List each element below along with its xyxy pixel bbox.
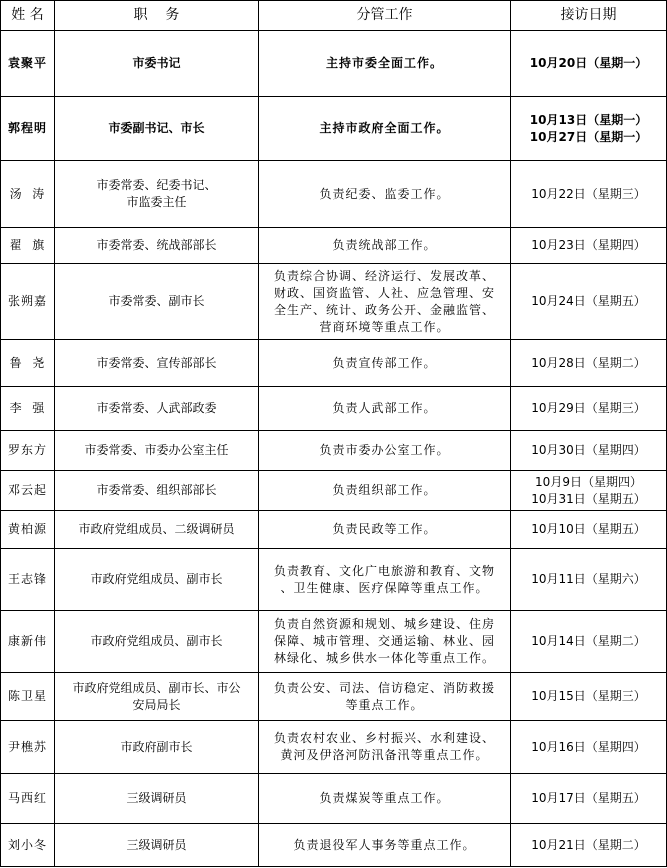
reception-date-cell-line: 10月17日（星期五） xyxy=(531,791,646,805)
duty-cell-line: 主持市委全面工作。 xyxy=(325,56,443,70)
table-row xyxy=(1,431,667,471)
position-cell xyxy=(55,511,259,549)
reception-date-cell-line: 10月15日（星期三） xyxy=(531,689,646,703)
table-row xyxy=(1,824,667,867)
person-name: 尹樵苏 xyxy=(1,721,55,774)
duty-cell-line: 负责民政等工作。 xyxy=(332,522,437,536)
person-name: 汤 涛 xyxy=(1,161,55,228)
header-position: 职 务 xyxy=(55,1,259,31)
reception-date-cell-line: 10月31日（星期五） xyxy=(531,491,646,506)
header-row xyxy=(1,1,667,31)
position-cell-line: 市监委主任 xyxy=(126,195,187,209)
reception-date-cell xyxy=(511,721,667,774)
table-row xyxy=(1,549,667,611)
position-cell-line: 市政府党组成员、副市长 xyxy=(90,634,223,648)
person-name: 张朔嘉 xyxy=(1,264,55,340)
reception-date-cell-line: 10月10日（星期五） xyxy=(531,522,646,536)
duty-cell-line: 、卫生健康、医疗保障等重点工作。 xyxy=(280,580,489,595)
duty-cell xyxy=(259,673,511,721)
table-row xyxy=(1,340,667,387)
reception-date-cell-line: 10月21日（星期二） xyxy=(531,837,646,852)
position-cell xyxy=(55,721,259,774)
reception-date-cell xyxy=(511,471,667,511)
table-row xyxy=(1,264,667,340)
table-row xyxy=(1,511,667,549)
duty-cell-line: 营商环境等重点工作。 xyxy=(319,319,450,334)
reception-date-cell xyxy=(511,673,667,721)
person-name: 鲁 尧 xyxy=(1,340,55,387)
position-cell xyxy=(55,673,259,721)
reception-date-cell-line: 10月27日（星期一） xyxy=(529,129,648,144)
reception-date-cell xyxy=(511,161,667,228)
position-cell-line: 市政府党组成员、二级调研员 xyxy=(78,522,235,536)
duty-cell-line: 负责煤炭等重点工作。 xyxy=(319,791,450,805)
duty-cell-line: 全生产、统计、政务公开、金融监管、 xyxy=(273,302,495,317)
duty-cell-line: 林绿化、城乡供水一体化等重点工作。 xyxy=(273,651,495,665)
duty-cell-line: 保障、城市管理、交通运输、林业、园 xyxy=(273,634,495,648)
table-row xyxy=(1,31,667,97)
reception-date-cell xyxy=(511,549,667,611)
position-cell-line: 市委常委、组织部部长 xyxy=(96,483,217,497)
table-row xyxy=(1,611,667,673)
person-name: 陈卫星 xyxy=(1,673,55,721)
duty-cell xyxy=(259,511,511,549)
duty-cell xyxy=(259,97,511,161)
position-cell xyxy=(55,387,259,431)
duty-cell-line: 负责综合协调、经济运行、发展改革、 xyxy=(273,268,495,283)
position-cell-line: 市委书记 xyxy=(132,56,181,70)
reception-date-cell xyxy=(511,431,667,471)
position-cell xyxy=(55,824,259,867)
duty-cell-line: 负责退役军人事务等重点工作。 xyxy=(293,837,476,852)
position-cell-line: 市委常委、纪委书记、 xyxy=(96,178,217,192)
duty-cell xyxy=(259,264,511,340)
duty-cell xyxy=(259,611,511,673)
duty-cell-line: 负责市委办公室工作。 xyxy=(319,443,450,457)
duty-cell xyxy=(259,228,511,264)
table-row xyxy=(1,97,667,161)
reception-date-cell-line: 10月20日（星期一） xyxy=(529,56,648,70)
duty-cell xyxy=(259,721,511,774)
table-row xyxy=(1,673,667,721)
reception-date-cell-line: 10月24日（星期五） xyxy=(531,294,646,308)
position-cell-line: 安局局长 xyxy=(132,697,181,712)
duty-cell-line: 负责统战部工作。 xyxy=(332,238,437,252)
duty-cell-line: 负责自然资源和规划、城乡建设、住房 xyxy=(273,617,495,631)
header-date: 接访日期 xyxy=(511,1,667,31)
header-name: 姓 名 xyxy=(1,1,55,31)
duty-cell-line: 负责人武部工作。 xyxy=(332,401,437,415)
reception-date-cell-line: 10月23日（星期四） xyxy=(531,238,646,252)
position-cell-line: 市委副书记、市长 xyxy=(108,121,205,135)
reception-date-cell-line: 10月9日（星期四） xyxy=(535,474,642,489)
position-cell xyxy=(55,774,259,824)
table-row xyxy=(1,387,667,431)
position-cell xyxy=(55,161,259,228)
table-body xyxy=(1,31,667,867)
person-name: 罗东方 xyxy=(1,431,55,471)
duty-cell xyxy=(259,431,511,471)
duty-cell-line: 等重点工作。 xyxy=(345,697,424,712)
table-row xyxy=(1,471,667,511)
reception-date-cell xyxy=(511,387,667,431)
reception-date-cell xyxy=(511,264,667,340)
duty-cell xyxy=(259,31,511,97)
duty-cell xyxy=(259,340,511,387)
person-name: 马西红 xyxy=(1,774,55,824)
position-cell-line: 市委常委、宣传部部长 xyxy=(96,355,217,370)
position-cell-line: 市委常委、统战部部长 xyxy=(96,238,217,252)
position-cell-line: 市委常委、人武部政委 xyxy=(96,401,217,415)
reception-date-cell xyxy=(511,774,667,824)
duty-cell xyxy=(259,549,511,611)
person-name: 康新伟 xyxy=(1,611,55,673)
person-name: 邓云起 xyxy=(1,471,55,511)
duty-cell xyxy=(259,774,511,824)
position-cell-line: 市委常委、副市长 xyxy=(108,294,205,308)
reception-date-cell xyxy=(511,824,667,867)
reception-date-cell xyxy=(511,340,667,387)
duty-cell-line: 主持市政府全面工作。 xyxy=(319,121,450,135)
position-cell xyxy=(55,31,259,97)
table-row xyxy=(1,228,667,264)
position-cell-line: 市政府副市长 xyxy=(120,739,193,754)
duty-cell xyxy=(259,471,511,511)
duty-cell xyxy=(259,824,511,867)
reception-date-cell-line: 10月14日（星期二） xyxy=(531,634,646,648)
table-row xyxy=(1,721,667,774)
person-name: 郭程明 xyxy=(1,97,55,161)
duty-cell-line: 负责教育、文化广电旅游和教育、文物 xyxy=(273,563,495,578)
position-cell xyxy=(55,549,259,611)
person-name: 翟 旗 xyxy=(1,228,55,264)
header-duty: 分管工作 xyxy=(259,1,511,31)
reception-date-cell-line: 10月13日（星期一） xyxy=(529,112,648,127)
person-name: 袁聚平 xyxy=(1,31,55,97)
duty-cell-line: 负责宣传部工作。 xyxy=(332,355,437,370)
reception-date-cell xyxy=(511,31,667,97)
reception-date-cell-line: 10月22日（星期三） xyxy=(531,186,646,201)
position-cell xyxy=(55,611,259,673)
person-name: 刘小冬 xyxy=(1,824,55,867)
reception-date-cell xyxy=(511,611,667,673)
reception-date-cell-line: 10月30日（星期四） xyxy=(531,443,646,457)
position-cell-line: 市委常委、市委办公室主任 xyxy=(84,443,229,457)
position-cell-line: 市政府党组成员、副市长、市公 xyxy=(72,680,241,695)
duty-cell-line: 负责农村农业、乡村振兴、水利建设、 xyxy=(273,731,495,745)
duty-cell-line: 财政、国资监管、人社、应急管理、安 xyxy=(273,285,495,300)
person-name: 王志锋 xyxy=(1,549,55,611)
position-cell xyxy=(55,340,259,387)
duty-cell xyxy=(259,161,511,228)
reception-date-cell-line: 10月29日（星期三） xyxy=(531,401,646,415)
reception-date-cell xyxy=(511,228,667,264)
reception-date-cell xyxy=(511,511,667,549)
position-cell-line: 三级调研员 xyxy=(126,837,187,852)
position-cell xyxy=(55,431,259,471)
reception-date-cell-line: 10月16日（星期四） xyxy=(531,739,646,754)
position-cell-line: 三级调研员 xyxy=(126,791,187,805)
reception-date-cell xyxy=(511,97,667,161)
position-cell-line: 市政府党组成员、副市长 xyxy=(90,572,223,586)
duty-cell-line: 黄河及伊洛河防汛备汛等重点工作。 xyxy=(280,748,489,762)
person-name: 李 强 xyxy=(1,387,55,431)
reception-date-cell-line: 10月28日（星期二） xyxy=(531,355,646,370)
duty-cell-line: 负责纪委、监委工作。 xyxy=(319,186,450,201)
duty-cell-line: 负责组织部工作。 xyxy=(332,483,437,497)
duty-cell xyxy=(259,387,511,431)
person-name: 黄柏源 xyxy=(1,511,55,549)
reception-date-cell-line: 10月11日（星期六） xyxy=(531,572,646,586)
position-cell xyxy=(55,264,259,340)
position-cell xyxy=(55,228,259,264)
position-cell xyxy=(55,97,259,161)
table-row xyxy=(1,161,667,228)
duty-cell-line: 负责公安、司法、信访稳定、消防救援 xyxy=(273,680,495,695)
table-row xyxy=(1,774,667,824)
position-cell xyxy=(55,471,259,511)
